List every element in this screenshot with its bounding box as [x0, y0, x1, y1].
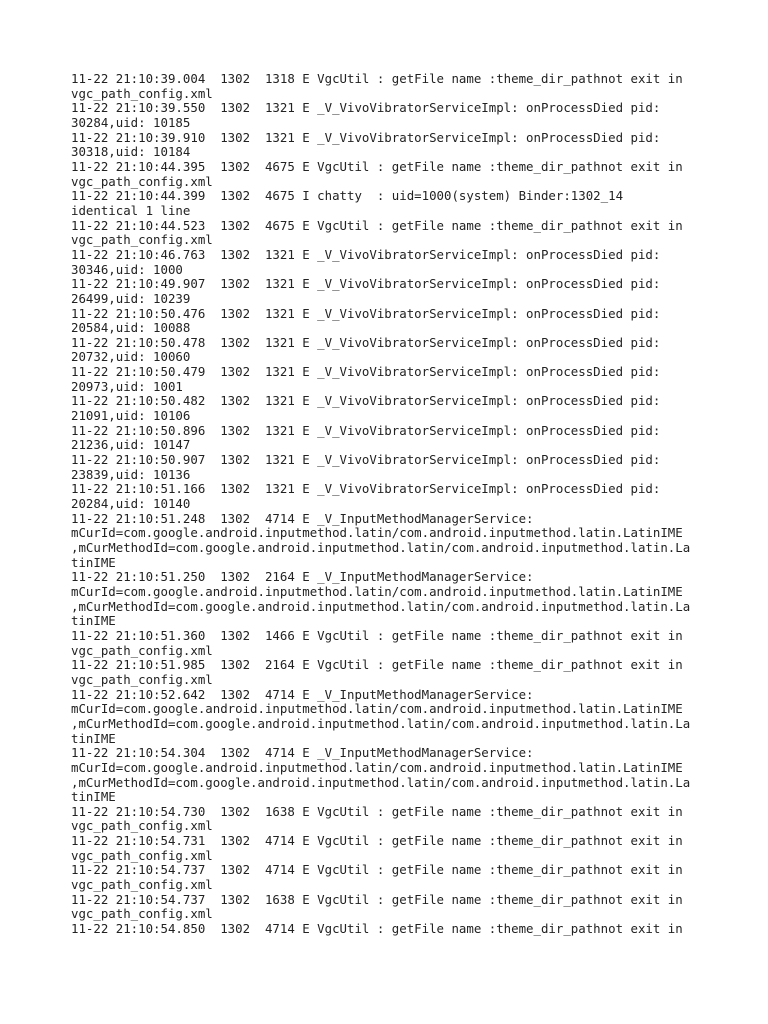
log-line: 11-22 21:10:39.004 1302 1318 E VgcUtil : getFile name :theme_dir_pathnot exit in [71, 71, 683, 86]
log-line: 11-22 21:10:50.478 1302 1321 E _V_VivoVibratorServiceImpl: onProcessDied pid: [71, 334, 661, 350]
log-line: 11-22 21:10:49.907 1302 1321 E _V_VivoVibratorServiceImpl: onProcessDied pid: [71, 276, 661, 292]
log-line: mCurId=com.google.android.inputmethod.latin/com.android.inputmethod.latin.LatinIME [71, 759, 683, 775]
log-line: 20732,uid: 10060 [71, 349, 191, 365]
log-line: 11-22 21:10:51.166 1302 1321 E _V_VivoVibratorServiceImpl: onProcessDied pid: [71, 481, 661, 497]
log-line: 11-22 21:10:54.737 1302 4714 E VgcUtil : getFile name :theme_dir_pathnot exit in [71, 862, 683, 878]
log-line: 11-22 21:10:46.763 1302 1321 E _V_VivoVibratorServiceImpl: onProcessDied pid: [71, 246, 661, 262]
log-line: vgc_path_config.xml [71, 85, 213, 101]
log-line: 11-22 21:10:50.482 1302 1321 E _V_VivoVibratorServiceImpl: onProcessDied pid: [71, 393, 661, 409]
log-line: 11-22 21:10:44.523 1302 4675 E VgcUtil : getFile name :theme_dir_pathnot exit in [71, 217, 683, 233]
log-line: vgc_path_config.xml [71, 906, 213, 922]
log-line: mCurId=com.google.android.inputmethod.latin/com.android.inputmethod.latin.LatinIME [71, 525, 683, 541]
log-document [71, 72, 731, 937]
log-line: 21236,uid: 10147 [71, 437, 191, 453]
log-line: 11-22 21:10:52.642 1302 4714 E _V_InputMethodManagerService: [71, 686, 534, 702]
log-line: 11-22 21:10:50.907 1302 1321 E _V_VivoVibratorServiceImpl: onProcessDied pid: [71, 452, 661, 468]
log-line: mCurId=com.google.android.inputmethod.latin/com.android.inputmethod.latin.LatinIME [71, 583, 683, 599]
log-line: 30346,uid: 1000 [71, 261, 183, 277]
log-line: 11-22 21:10:39.550 1302 1321 E _V_VivoVibratorServiceImpl: onProcessDied pid: [71, 100, 661, 116]
log-line: tinIME [71, 554, 116, 570]
log-line: 11-22 21:10:50.896 1302 1321 E _V_VivoVibratorServiceImpl: onProcessDied pid: [71, 422, 661, 438]
log-line: 11-22 21:10:44.395 1302 4675 E VgcUtil : getFile name :theme_dir_pathnot exit in [71, 158, 683, 174]
log-line: 11-22 21:10:54.731 1302 4714 E VgcUtil : getFile name :theme_dir_pathnot exit in [71, 833, 683, 849]
log-line: tinIME [71, 730, 116, 746]
log-line: vgc_path_config.xml [71, 847, 213, 863]
log-line: tinIME [71, 613, 116, 629]
log-line: 30318,uid: 10184 [71, 144, 191, 160]
log-line: ,mCurMethodId=com.google.android.inputmethod.latin/com.android.inputmethod.latin.La [71, 774, 691, 790]
log-line: 23839,uid: 10136 [71, 466, 191, 482]
log-line: 20284,uid: 10140 [71, 496, 191, 512]
log-line: 11-22 21:10:50.479 1302 1321 E _V_VivoVibratorServiceImpl: onProcessDied pid: [71, 364, 661, 380]
log-line: 20973,uid: 1001 [71, 378, 183, 394]
log-text-block [71, 72, 731, 937]
log-line: 26499,uid: 10239 [71, 290, 191, 306]
log-line: 11-22 21:10:51.250 1302 2164 E _V_InputMethodManagerService: [71, 569, 534, 585]
log-line: 11-22 21:10:39.910 1302 1321 E _V_VivoVibratorServiceImpl: onProcessDied pid: [71, 129, 661, 145]
log-line: mCurId=com.google.android.inputmethod.latin/com.android.inputmethod.latin.LatinIME [71, 701, 683, 717]
log-line: vgc_path_config.xml [71, 818, 213, 834]
log-line: identical 1 line [71, 202, 191, 218]
log-line: 11-22 21:10:54.737 1302 1638 E VgcUtil : getFile name :theme_dir_pathnot exit in [71, 891, 683, 907]
log-line: ,mCurMethodId=com.google.android.inputmethod.latin/com.android.inputmethod.latin.La [71, 598, 691, 614]
log-line: 11-22 21:10:51.248 1302 4714 E _V_InputMethodManagerService: [71, 510, 534, 526]
log-line: 11-22 21:10:51.985 1302 2164 E VgcUtil : getFile name :theme_dir_pathnot exit in [71, 657, 683, 673]
log-line: 21091,uid: 10106 [71, 408, 191, 424]
log-line: tinIME [71, 789, 116, 805]
log-line: 20584,uid: 10088 [71, 320, 191, 336]
log-line: ,mCurMethodId=com.google.android.inputmethod.latin/com.android.inputmethod.latin.La [71, 715, 691, 731]
log-line: 30284,uid: 10185 [71, 114, 191, 130]
log-line: 11-22 21:10:51.360 1302 1466 E VgcUtil : getFile name :theme_dir_pathnot exit in [71, 627, 683, 643]
log-line: vgc_path_config.xml [71, 232, 213, 248]
log-line: vgc_path_config.xml [71, 877, 213, 893]
log-line: ,mCurMethodId=com.google.android.inputmethod.latin/com.android.inputmethod.latin.La [71, 540, 691, 555]
log-line: 11-22 21:10:50.476 1302 1321 E _V_VivoVibratorServiceImpl: onProcessDied pid: [71, 305, 661, 321]
log-line: 11-22 21:10:54.850 1302 4714 E VgcUtil : getFile name :theme_dir_pathnot exit in [71, 921, 683, 937]
log-line: vgc_path_config.xml [71, 671, 213, 687]
log-line: vgc_path_config.xml [71, 173, 213, 189]
log-line: 11-22 21:10:44.399 1302 4675 I chatty : uid=1000(system) Binder:1302_14 [71, 188, 624, 204]
log-line: 11-22 21:10:54.730 1302 1638 E VgcUtil : getFile name :theme_dir_pathnot exit in [71, 803, 683, 819]
log-line: 11-22 21:10:54.304 1302 4714 E _V_InputMethodManagerService: [71, 745, 534, 761]
log-line: vgc_path_config.xml [71, 642, 213, 658]
